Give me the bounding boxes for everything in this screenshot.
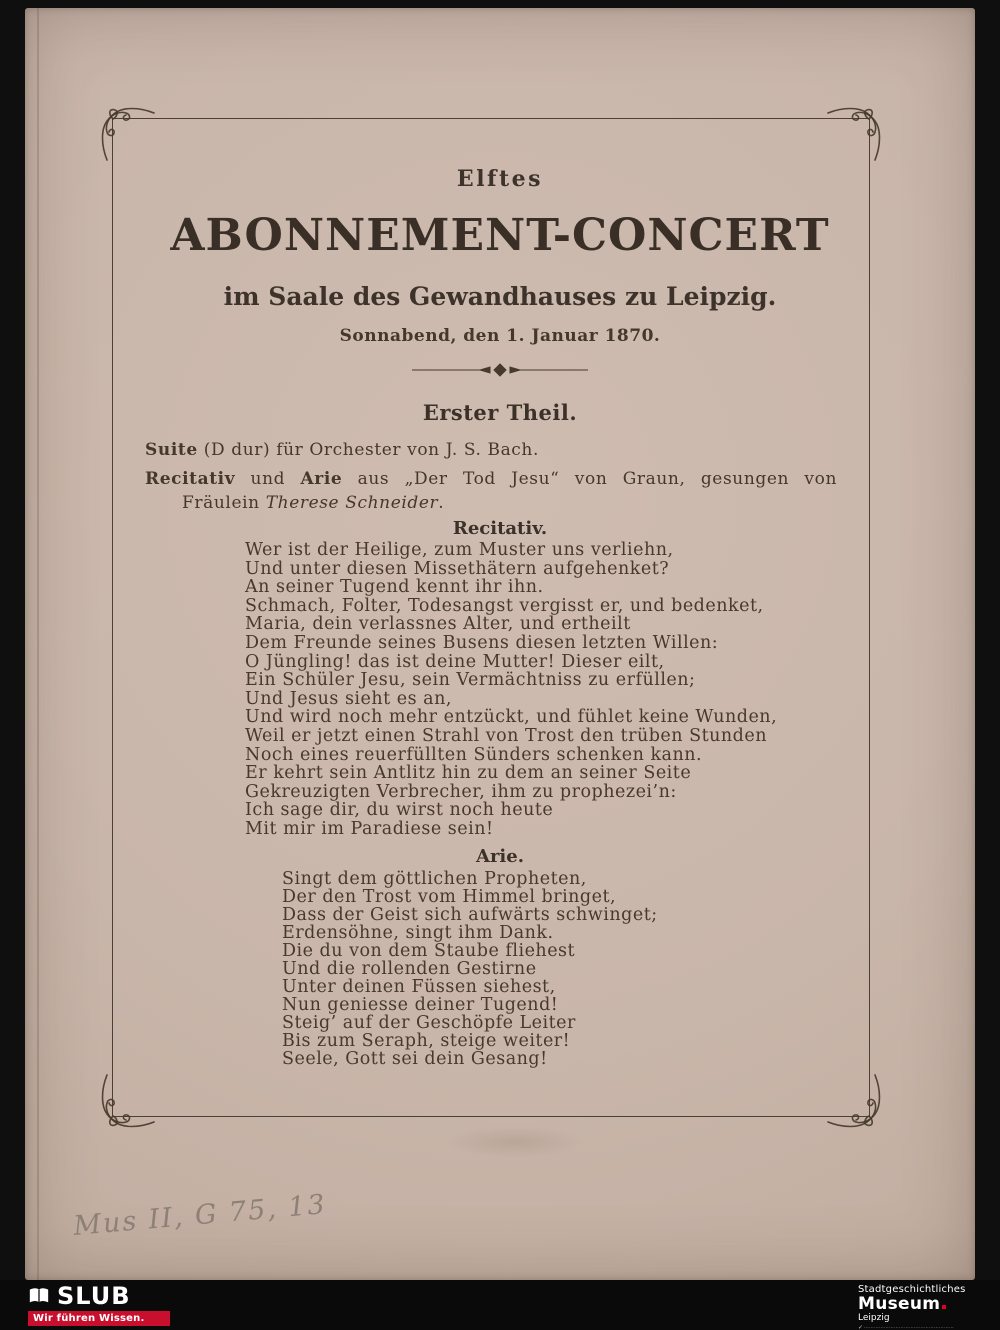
slub-wordmark: SLUB [57,1282,131,1310]
program-item-text: und [235,469,301,489]
poem-line: Bis zum Seraph, steige weiter! [282,1031,571,1051]
slub-logo [28,1284,170,1326]
handwritten-shelfmark: Mus II, G 75, 13 [72,1188,328,1243]
poem-line: Seele, Gott sei dein Gesang! [282,1049,548,1069]
corner-ornament [826,1073,884,1131]
program-item-text: (D dur) für Orchester von J. S. Bach. [197,440,539,460]
poem-line: Maria, dein verlassnes Alter, und ertheilt [245,614,631,635]
date-line: Sonnabend, den 1. Januar 1870. [339,326,661,346]
poem-line: Er kehrt sein Antlitz hin zu dem an seiner Seite [245,763,692,784]
singer-name: Therese Schneider [265,493,439,513]
poem-line: Und Jesus sieht es an, [245,688,452,709]
red-square-icon [942,1305,946,1309]
poem-line: O Jüngling! das ist deine Mutter! Dieser eilt, [245,651,665,672]
poem-line: Der den Trost vom Himmel bringet, [282,887,617,907]
series-number: Elftes [456,166,544,192]
program-item-label: Suite [145,440,198,460]
poem-line: Und wird noch mehr entzückt, und fühlet keine Wunden, [245,707,778,728]
poem-line: Weil er jetzt einen Strahl von Trost den trüben Stunden [245,725,768,746]
poem-line: Erdensöhne, singt ihm Dank. [282,923,554,943]
paper-stain [445,1126,585,1158]
viewer-footer [0,1280,1000,1330]
museum-line3: Leipzig [858,1312,890,1323]
page-title: ABONNEMENT-CONCERT [170,210,830,261]
divider-ornament [410,362,590,378]
program-item-recitativ-arie [145,469,837,489]
poem-line: Unter deinen Füssen siehest, [282,977,556,997]
program-item-suite [145,440,539,460]
poem-line: Wer ist der Heilige, zum Muster uns verliehn, [245,540,674,560]
program-item-label: Recitativ [145,469,236,489]
poem-line: Gekreuzigten Verbrecher, ihm zu prophezei’n: [245,781,677,802]
poem-line: Und unter diesen Missethätern aufgehenket? [245,558,670,579]
open-book-icon [28,1285,50,1307]
slub-tagline-bar [28,1311,170,1326]
poem-line: Ein Schüler Jesu, sein Vermächtniss zu erfüllen; [245,670,696,691]
slub-tagline: Wir führen Wissen. [33,1313,145,1324]
poem-line: Ich sage dir, du wirst noch heute [245,800,554,821]
museum-fine-print [858,1325,986,1330]
poem-line: Schmach, Folter, Todesangst vergisst er, und bedenket, [245,595,764,616]
program-item-singer [182,493,444,513]
arie-text [282,870,658,1068]
poem-line: Mit mir im Paradiese sein! [245,818,494,839]
scanned-program-page [25,8,975,1280]
part-heading: Erster Theil. [422,400,578,425]
fine-print-text: ⋯⋯⋯⋯⋯⋯⋯⋯⋯⋯⋯⋯⋯⋯⋯⋯⋯⋯ [864,1324,955,1330]
poem-line: Singt dem göttlichen Propheten, [282,869,587,889]
poem-line: Dem Freunde seines Busens diesen letzten Willen: [245,632,719,653]
singer-prefix: Fräulein [182,493,266,513]
recitativ-text [245,541,777,839]
poem-line: An seiner Tugend kennt ihr ihn. [245,577,544,598]
recitativ-heading: Recitativ. [452,518,548,539]
corner-ornament [98,104,156,162]
poem-line: Steig’ auf der Geschöpfe Leiter [282,1013,576,1033]
check-icon: ✓ [858,1324,864,1330]
poem-line: Noch eines reuerfüllten Sünders schenken kann. [245,744,703,765]
venue-line: im Saale des Gewandhauses zu Leipzig. [223,282,777,311]
poem-line: Die du von dem Staube fliehest [282,941,576,961]
arie-heading: Arie. [475,846,524,867]
poem-line: Nun geniesse deiner Tugend! [282,995,559,1015]
museum-line1: Stadtgeschichtliches [858,1284,966,1295]
singer-suffix: . [438,493,445,513]
poem-line: Und die rollenden Gestirne [282,959,537,979]
corner-ornament [826,104,884,162]
museum-wordmark: Museum [858,1294,941,1314]
program-item-label: Arie [300,469,343,489]
museum-logo [858,1284,986,1330]
corner-ornament [98,1073,156,1131]
program-item-text: aus „Der Tod Jesu“ von Graun, gesungen von [342,469,837,489]
poem-line: Dass der Geist sich aufwärts schwinget; [282,905,658,925]
museum-line2 [858,1295,986,1314]
